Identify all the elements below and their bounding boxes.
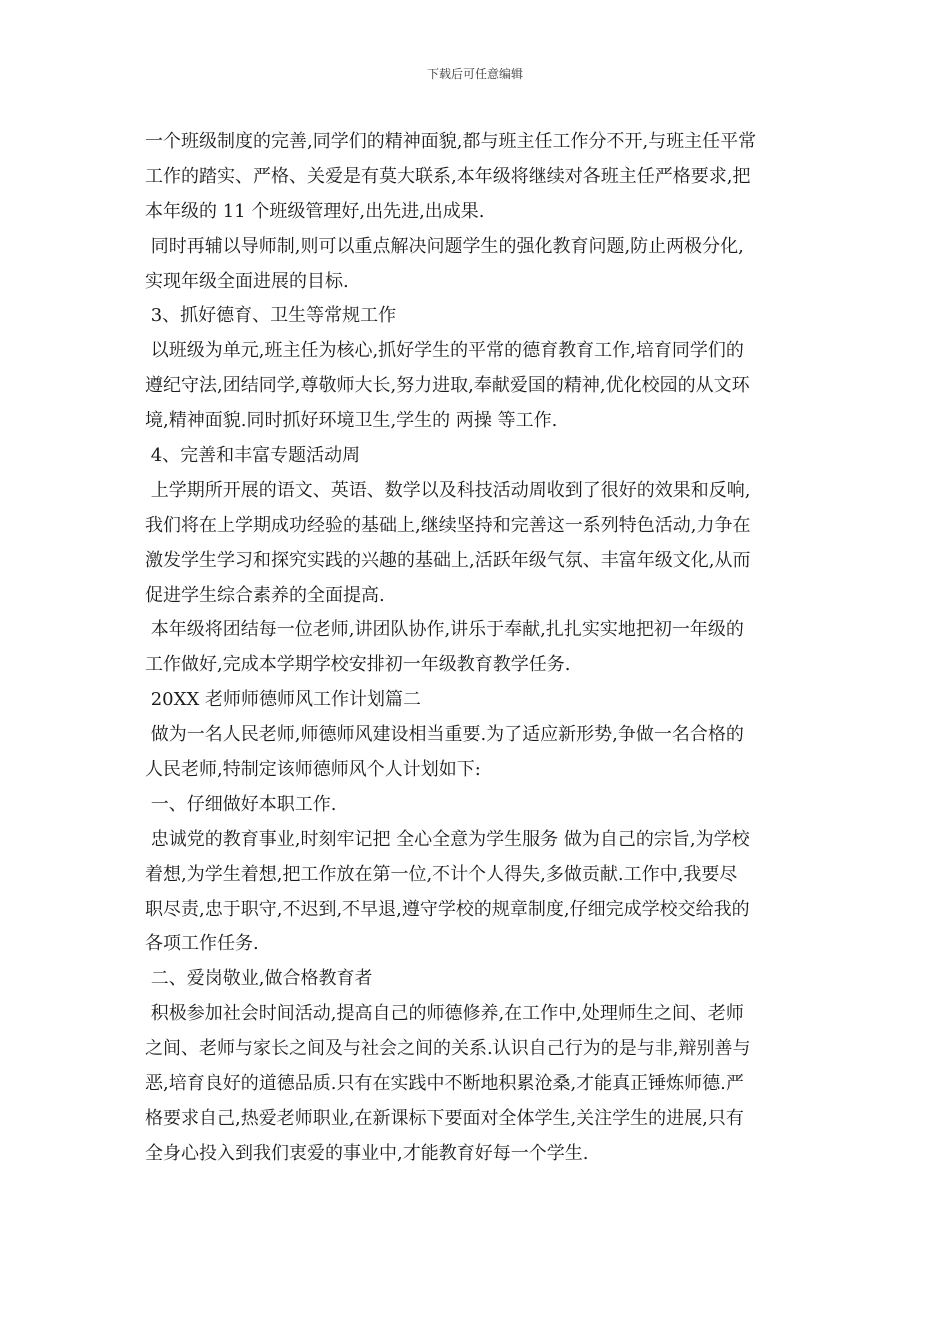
text-line: 积极参加社会时间活动,提高自己的师德修养,在工作中,处理师生之间、老师 (145, 1003, 744, 1025)
text-line: 工作做好,完成本学期学校安排初一年级教育教学任务. (145, 654, 571, 676)
text-line: 实现年级全面进展的目标. (145, 270, 349, 292)
text-line: 做为一名人民老师,师德师风建设相当重要.为了适应新形势,争做一名合格的 (145, 724, 744, 746)
page-header: 下载后可任意编辑 (426, 67, 523, 81)
text-line: 同时再辅以导师制,则可以重点解决问题学生的强化教育问题,防止两极分化, (145, 235, 744, 257)
text-line: 遵纪守法,团结同学,尊敬师大长,努力进取,奉献爱国的精神,优化校园的从文环 (145, 375, 750, 397)
section-heading: 一、仔细做好本职工作. (145, 793, 337, 815)
text-line: 着想,为学生着想,把工作放在第一位,不计个人得失,多做贡献.工作中,我要尽 (145, 863, 738, 885)
text-line: 工作的踏实、严格、关爱是有莫大联系,本年级将继续对各班主任严格要求,把 (145, 165, 751, 187)
text-line: 之间、老师与家长之间及与社会之间的关系.认识自己行为的是与非,辩别善与 (145, 1038, 751, 1060)
text-line: 促进学生综合素养的全面提高. (145, 584, 385, 606)
text-line: 格要求自己,热爱老师职业,在新课标下要面对全体学生,关注学生的进展,只有 (145, 1107, 744, 1129)
text-line: 境,精神面貌.同时抓好环境卫生,学生的 两操 等工作. (145, 410, 558, 432)
text-line: 一个班级制度的完善,同学们的精神面貌,都与班主任工作分不开,与班主任平常 (145, 131, 757, 152)
text-line: 人民老师,特制定该师德师风个人计划如下: (145, 759, 481, 781)
text-line: 上学期所开展的语文、英语、数学以及科技活动周收到了很好的效果和反响, (145, 479, 751, 501)
text-line: 我们将在上学期成功经验的基础上,继续坚持和完善这一系列特色活动,力争在 (145, 514, 751, 536)
document-body (145, 125, 815, 1172)
text-line: 本年级的 11 个班级管理好,出先进,出成果. (145, 200, 485, 222)
text-line: 恶,培育良好的道德品质.只有在实践中不断地积累沧桑,才能真正锤炼师德.严 (145, 1073, 744, 1095)
section-heading: 4、完善和丰富专题活动周 (145, 445, 361, 467)
text-line: 忠诚党的教育事业,时刻牢记把 全心全意为学生服务 做为自己的宗旨,为学校 (145, 828, 750, 850)
text-line: 职尽责,忠于职守,不迟到,不早退,遵守学校的规章制度,仔细完成学校交给我的 (145, 898, 750, 920)
text-line: 以班级为单元,班主任为核心,抓好学生的平常的德育教育工作,培育同学们的 (145, 340, 744, 362)
text-line: 全身心投入到我们衷爱的事业中,才能教育好每一个学生. (145, 1142, 589, 1164)
text-line: 各项工作任务. (145, 933, 259, 955)
section-heading: 3、抓好德育、卫生等常规工作 (145, 305, 397, 327)
text-line: 本年级将团结每一位老师,讲团队协作,讲乐于奉献,扎扎实实地把初一年级的 (145, 619, 744, 641)
text-line: 激发学生学习和探究实践的兴趣的基础上,活跃年级气氛、丰富年级文化,从而 (145, 549, 751, 571)
article-title: 20XX 老师师德师风工作计划篇二 (145, 689, 421, 711)
section-heading: 二、爱岗敬业,做合格教育者 (145, 968, 373, 990)
